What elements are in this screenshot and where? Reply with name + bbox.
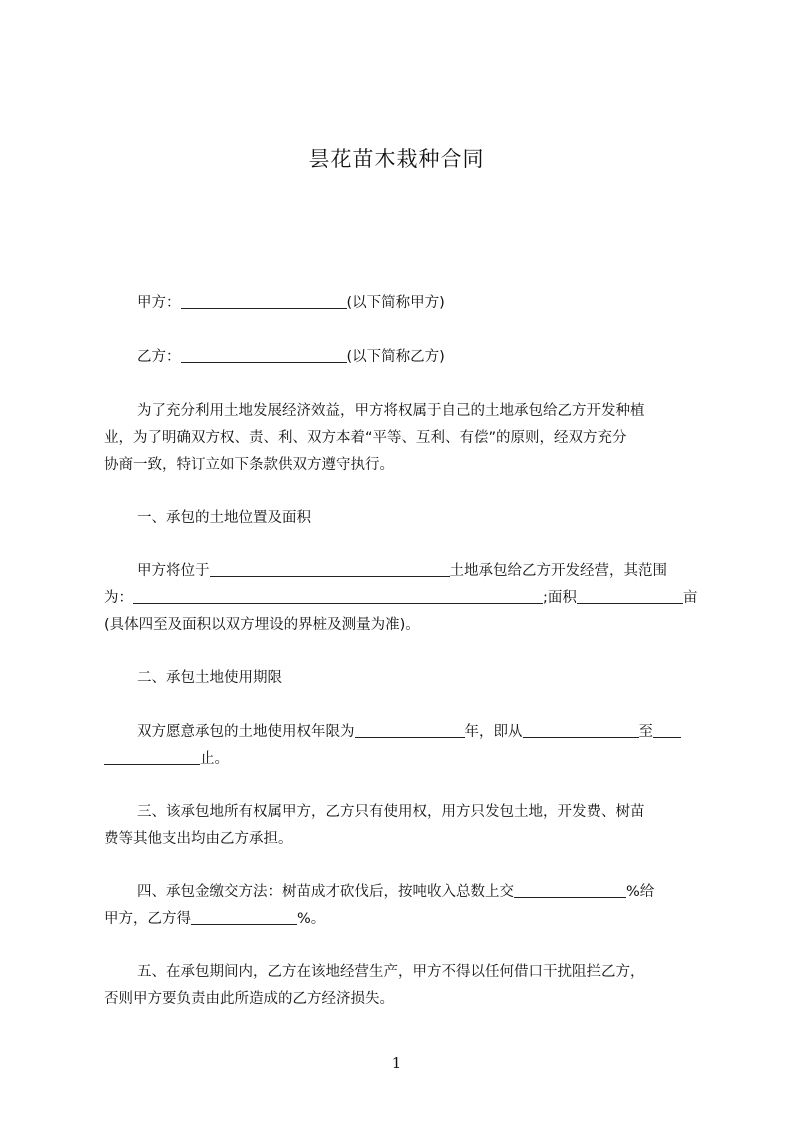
section-1-p2-mid: ;面积 <box>543 590 577 606</box>
party-a-percent-blank <box>514 897 626 898</box>
intro-line-3: 协商一致，特订立如下条款供双方遵守执行。 <box>104 457 394 473</box>
section-1-p2-start: 为： <box>104 590 133 606</box>
end-date-blank-part1 <box>653 737 681 738</box>
party-b-line <box>137 345 445 366</box>
party-a-line <box>137 291 445 312</box>
section-4-line-1-end: %给 <box>626 884 655 900</box>
section-2-line-1 <box>137 720 681 741</box>
party-b-percent-blank <box>191 924 297 925</box>
intro-line-2: 业，为了明确双方权、责、利、双方本着“平等、互利、有偿”的原则，经双方充分 <box>104 430 627 446</box>
section-3-line-1: 三、该承包地所有权属甲方，乙方只有使用权，用方只发包土地，开发费、树苗 <box>137 804 645 820</box>
party-b-suffix: (以下简称乙方) <box>346 349 445 365</box>
location-blank <box>210 576 450 577</box>
intro-line-1: 为了充分利用土地发展经济效益，甲方将权属于自己的土地承包给乙方开发种植 <box>137 403 645 419</box>
section-1-line-1 <box>137 559 667 580</box>
party-b-label: 乙方： <box>137 349 181 365</box>
section-4-line-1-start: 四、承包金缴交方法：树苗成才砍伐后，按吨收入总数上交 <box>137 884 514 900</box>
document-title: 昙花苗木栽种合同 <box>308 147 485 171</box>
section-4-line-2-start: 甲方，乙方得 <box>104 911 191 927</box>
section-1-p1-end: 土地承包给乙方开发经营，其范围 <box>449 563 667 579</box>
start-date-blank <box>523 737 639 738</box>
party-a-blank <box>181 308 347 309</box>
section-3-line-2: 费等其他支出均由乙方承担。 <box>104 831 293 847</box>
section-1-p1-start: 甲方将位于 <box>137 563 210 579</box>
page-number: 1 <box>391 1054 402 1072</box>
section-4-line-2 <box>104 907 325 928</box>
party-a-suffix: (以下简称甲方) <box>346 295 445 311</box>
section-1-p2-end: 亩 <box>682 590 698 606</box>
section-2-line-2 <box>104 747 229 768</box>
party-a-label: 甲方： <box>137 295 181 311</box>
section-4-line-2-end: %。 <box>297 911 326 927</box>
section-1-heading: 一、承包的土地位置及面积 <box>137 510 311 526</box>
section-2-heading: 二、承包土地使用期限 <box>137 670 282 686</box>
scope-blank <box>133 603 543 604</box>
section-5-line-1: 五、在承包期间内，乙方在该地经营生产，甲方不得以任何借口干扰阻拦乙方， <box>137 964 645 980</box>
end-date-blank-part2 <box>104 764 200 765</box>
section-1-line-3: (具体四至及面积以双方埋设的界桩及测量为准)。 <box>104 617 420 633</box>
section-2-p1-mid1: 年，即从 <box>464 724 523 740</box>
section-5-line-2: 否则甲方要负责由此所造成的乙方经济损失。 <box>104 991 394 1007</box>
term-years-blank <box>355 737 465 738</box>
section-4-line-1 <box>137 880 654 901</box>
area-blank <box>577 603 683 604</box>
section-1-line-2 <box>104 586 697 607</box>
party-b-blank <box>181 362 347 363</box>
section-2-p1-mid2: 至 <box>638 724 653 740</box>
section-2-p2-end: 止。 <box>200 751 229 767</box>
section-2-p1-start: 双方愿意承包的土地使用权年限为 <box>137 724 355 740</box>
